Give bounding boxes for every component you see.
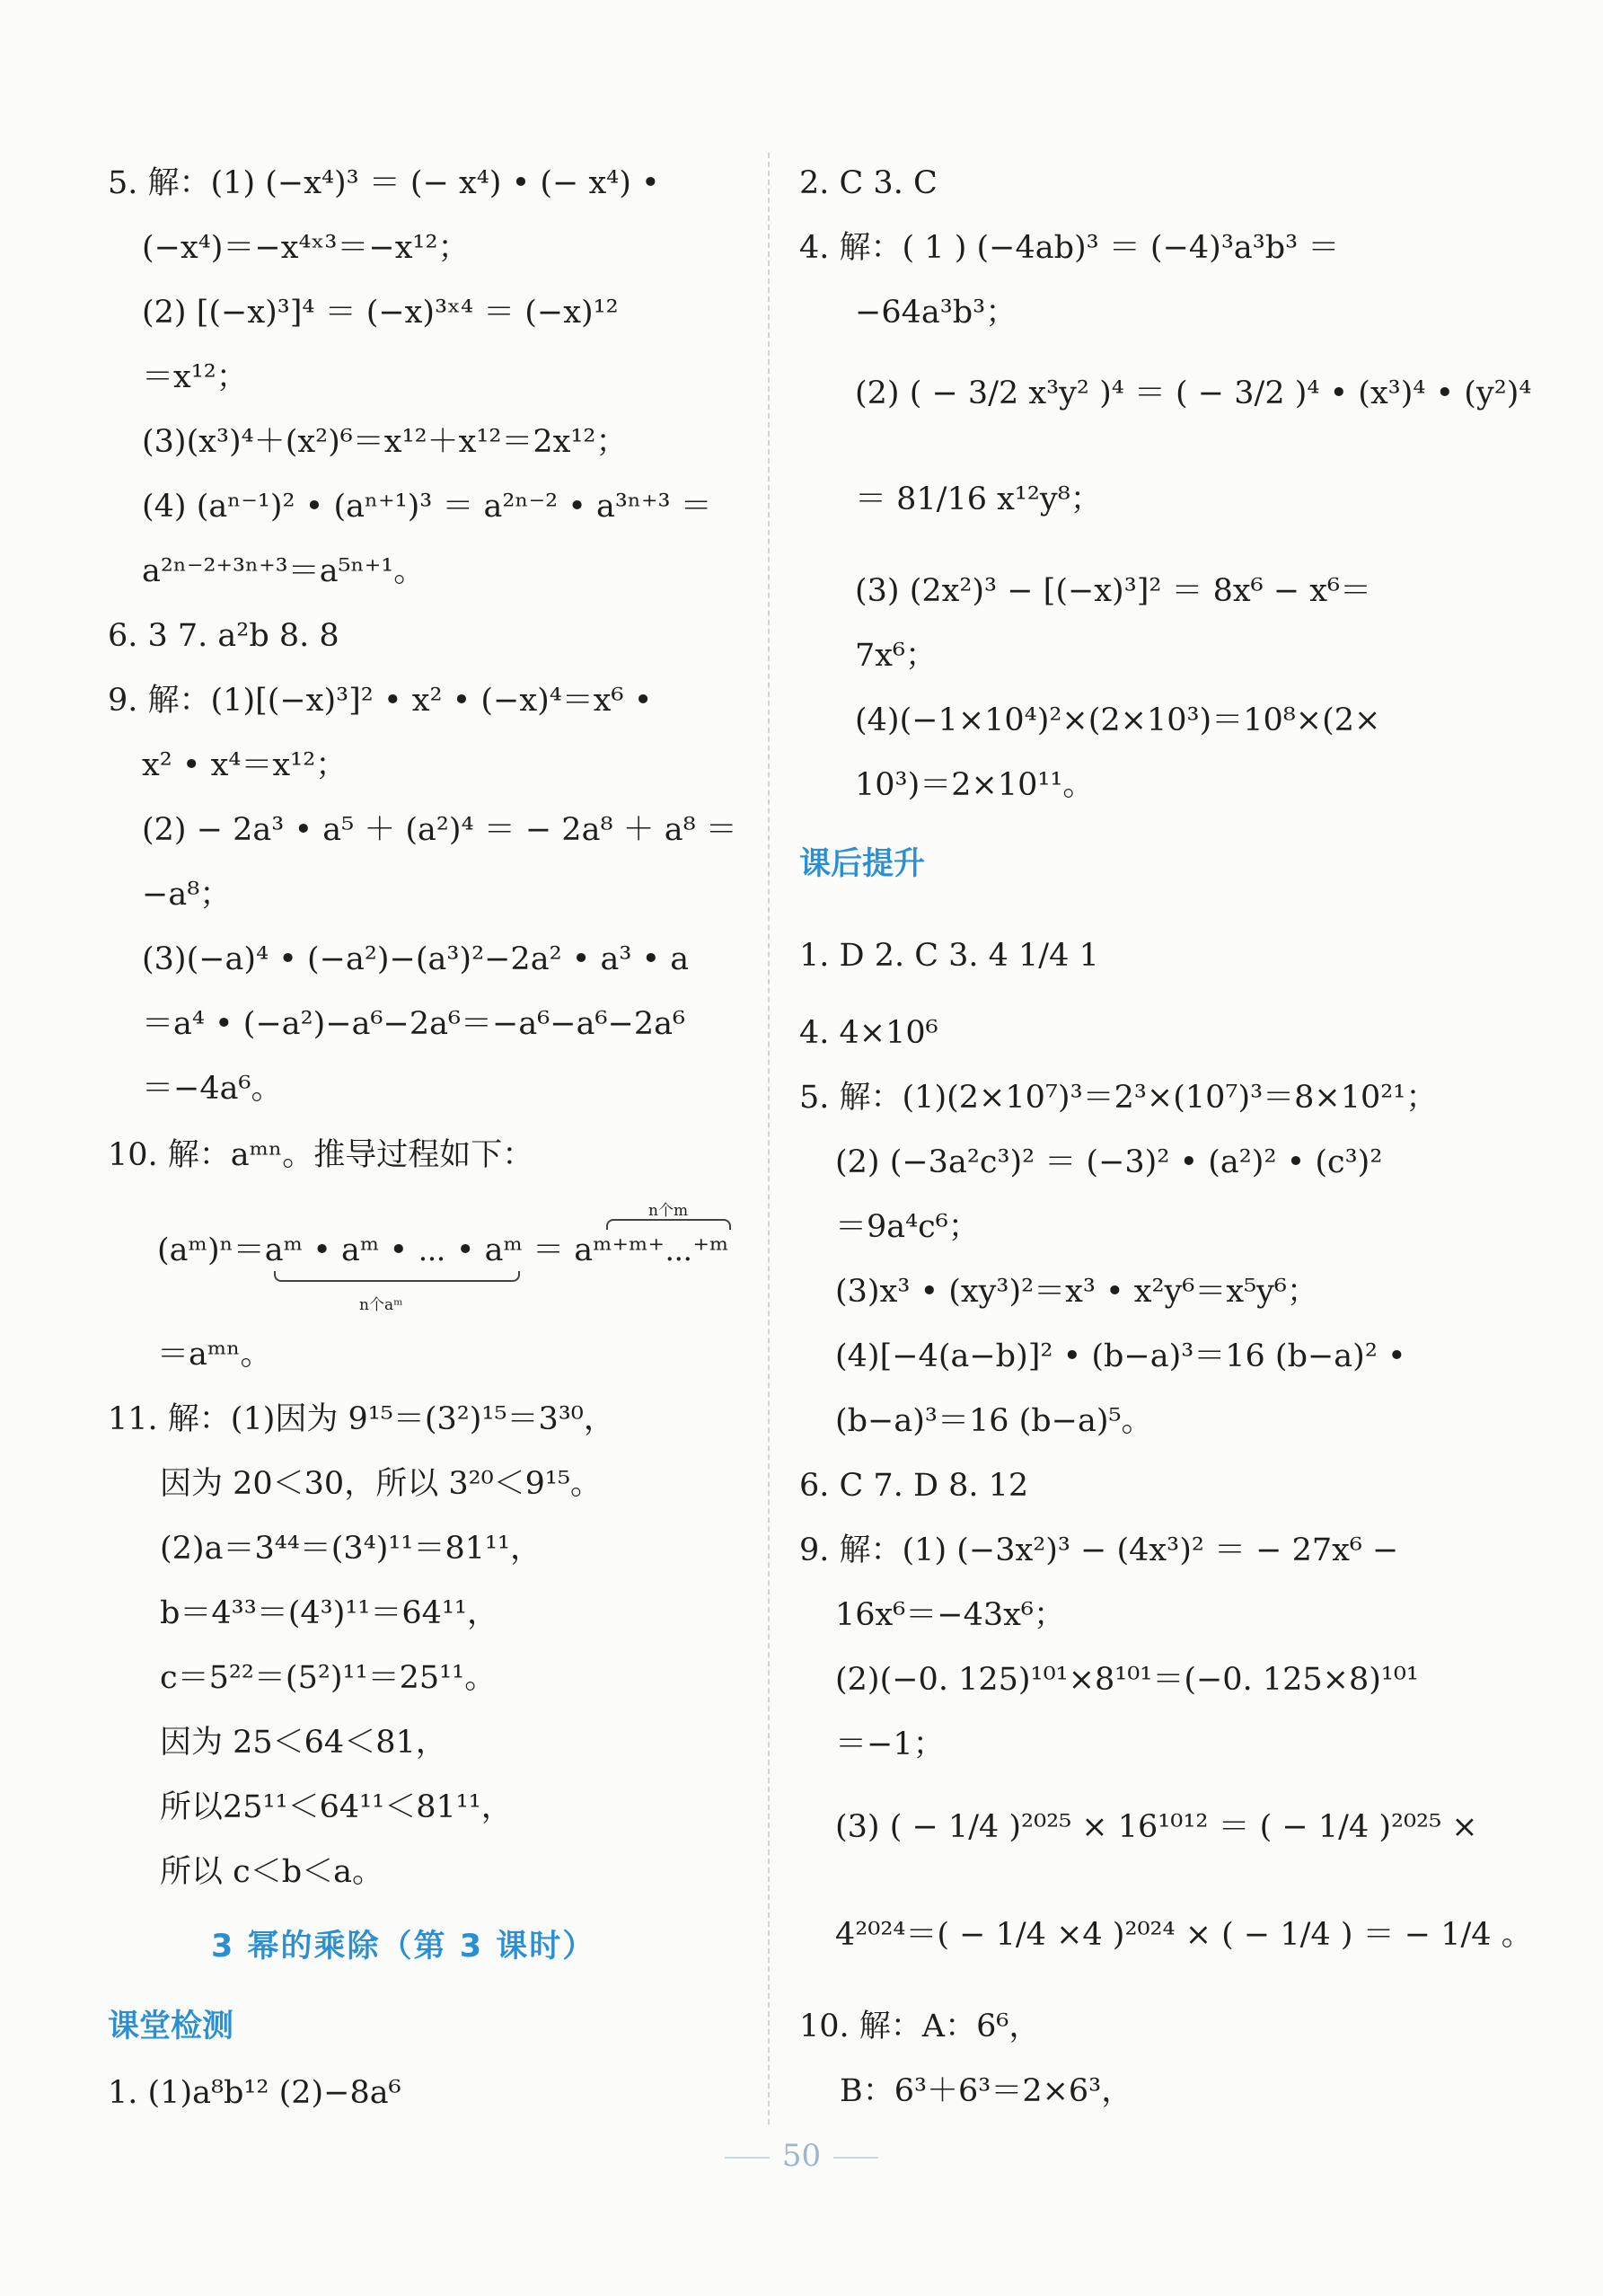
problem-9-line: ＝−4a⁶。 (142, 1071, 283, 1107)
problem-4-line: 10³)＝2×10¹¹。 (855, 767, 1095, 803)
underbrace-label: n个aᵐ (359, 1296, 403, 1314)
lesson-title: 3 幂的乘除（第 3 课时） (211, 1929, 596, 1965)
problem-11-line: c＝5²²＝(5²)¹¹＝25¹¹。 (160, 1660, 497, 1696)
section-heading-after-class: 课后提升 (799, 846, 926, 882)
problem-5-line: (b−a)³＝16 (b−a)⁵。 (835, 1403, 1153, 1439)
page-footer (0, 2138, 1603, 2174)
problem-5-line: (3)x³ • (xy³)²＝x³ • x²y⁶＝x⁵y⁶； (835, 1274, 1318, 1310)
overbrace (606, 1219, 731, 1230)
problem-10: 10. 解：aᵐⁿ。推导过程如下： (108, 1137, 534, 1173)
section-heading-classroom-check: 课堂检测 (108, 2009, 234, 2044)
problems-1-3: 1. D 2. C 3. 4 1/4 1 (799, 938, 1099, 974)
problem-9-line: −a⁸； (142, 877, 232, 913)
problem-11-line: 所以25¹¹＜64¹¹＜81¹¹， (160, 1789, 513, 1825)
problem-5-line: (3)(x³)⁴＋(x²)⁶＝x¹²＋x¹²＝2x¹²； (142, 424, 628, 460)
column-divider (768, 153, 770, 2124)
right-column (772, 0, 1603, 2296)
problem-9-line: 4²⁰²⁴＝( − 1/4 ×4 )²⁰²⁴ × ( − 1/4 ) ＝ − 1/4 。 (835, 1917, 1533, 1953)
problem-5-line: ＝9a⁴c⁶； (835, 1209, 980, 1245)
underbrace (274, 1271, 520, 1282)
problem-5-line: (4)[−4(a−b)]² • (b−a)³＝16 (b−a)² • (835, 1338, 1406, 1374)
problem-9: 9. 解：(1)[(−x)³]² • x² • (−x)⁴＝x⁶ • (108, 683, 653, 719)
problem-4-line: −64a³b³； (855, 295, 1017, 331)
problem-5-line: ＝x¹²； (142, 359, 248, 395)
problem-5-line: (2) (−3a²c³)² ＝ (−3)² • (a²)² • (c³)² (835, 1144, 1383, 1180)
problem-9: 9. 解：(1) (−3x²)³ − (4x³)² ＝ − 27x⁶ − (799, 1532, 1399, 1568)
page-number: 50 (781, 2138, 822, 2174)
problem-11: 11. 解：(1)因为 9¹⁵＝(3²)¹⁵＝3³⁰， (108, 1401, 615, 1437)
problem-9-line: (3)(−a)⁴ • (−a²)−(a³)²−2a² • a³ • a (142, 941, 690, 977)
overbrace-label: n个m (648, 1202, 689, 1220)
problem-9-line: 16x⁶＝−43x⁶； (835, 1597, 1065, 1633)
problem-4: 4. 解：( 1 ) (−4ab)³ ＝ (−4)³a³b³ ＝ (799, 230, 1340, 266)
problems-6-8: 6. 3 7. a²b 8. 8 (108, 618, 339, 654)
problem-11-line: (2)a＝3⁴⁴＝(3⁴)¹¹＝81¹¹， (160, 1531, 542, 1567)
problem-4-line: (2) ( − 3/2 x³y² )⁴ ＝ ( − 3/2 )⁴ • (x³)⁴ • (y²)⁴ (855, 375, 1532, 411)
problem-4-line: (4)(−1×10⁴)²×(2×10³)＝10⁸×(2× (855, 702, 1381, 738)
problem-10-line: B：6³＋6³＝2×6³， (840, 2073, 1133, 2109)
problem-4-line: 7x⁶； (855, 638, 938, 674)
problem-11-line: b＝4³³＝(4³)¹¹＝64¹¹， (160, 1595, 499, 1631)
problem-5-line: (4) (aⁿ⁻¹)² • (aⁿ⁺¹)³ ＝ a²ⁿ⁻² • a³ⁿ⁺³ ＝ (142, 489, 712, 525)
classroom-check-problem-1: 1. (1)a⁸b¹² (2)−8a⁶ (108, 2075, 401, 2111)
problems-2-3: 2. C 3. C (799, 165, 938, 201)
problem-10: 10. 解：A：6⁶， (799, 2009, 1041, 2044)
problem-5-line: (2) [(−x)³]⁴ ＝ (−x)³ˣ⁴ ＝ (−x)¹² (142, 295, 619, 331)
problem-4-line: (3) (2x²)³ − [(−x)³]² ＝ 8x⁶ − x⁶＝ (855, 573, 1372, 609)
derivation-formula: (aᵐ)ⁿ＝aᵐ • aᵐ • ⋯ • aᵐ ＝ aᵐ⁺ᵐ⁺⋯⁺ᵐ (157, 1232, 729, 1268)
problem-9-line: ＝a⁴ • (−a²)−a⁶−2a⁶＝−a⁶−a⁶−2a⁶ (142, 1006, 685, 1042)
problem-9-line: x² • x⁴＝x¹²； (142, 747, 348, 783)
problem-5: 5. 解：(1) (−x⁴)³ ＝ (− x⁴) • (− x⁴) • (108, 165, 660, 201)
problem-9-line: ＝−1； (835, 1726, 945, 1762)
problem-11-line: 因为 25＜64＜81， (160, 1725, 447, 1761)
problem-5-line: a²ⁿ⁻²⁺³ⁿ⁺³＝a⁵ⁿ⁺¹。 (142, 553, 426, 589)
problem-9-line: (2) − 2a³ • a⁵ ＋ (a²)⁴ ＝ − 2a⁸ ＋ a⁸ ＝ (142, 812, 737, 848)
left-column (0, 0, 772, 2296)
problems-6-8: 6. C 7. D 8. 12 (799, 1468, 1029, 1504)
problem-11-line: 因为 20＜30，所以 3²⁰＜9¹⁵。 (160, 1466, 602, 1502)
problem-10-line: ＝aᵐⁿ。 (157, 1337, 272, 1373)
problem-11-line: 所以 c＜b＜a。 (160, 1854, 383, 1890)
problem-4-answer: 4. 4×10⁶ (799, 1015, 938, 1051)
problem-5: 5. 解：(1)(2×10⁷)³＝2³×(10⁷)³＝8×10²¹； (799, 1080, 1438, 1116)
problem-9-line: (3) ( − 1/4 )²⁰²⁵ × 16¹⁰¹² ＝ ( − 1/4 )²⁰²⁵ × (835, 1809, 1478, 1845)
problem-9-line: (2)(−0. 125)¹⁰¹×8¹⁰¹＝(−0. 125×8)¹⁰¹ (835, 1662, 1419, 1698)
problem-5-line: (−x⁴)＝−x⁴ˣ³＝−x¹²； (142, 230, 470, 266)
problem-4-line: ＝ 81/16 x¹²y⁸； (855, 481, 1102, 517)
